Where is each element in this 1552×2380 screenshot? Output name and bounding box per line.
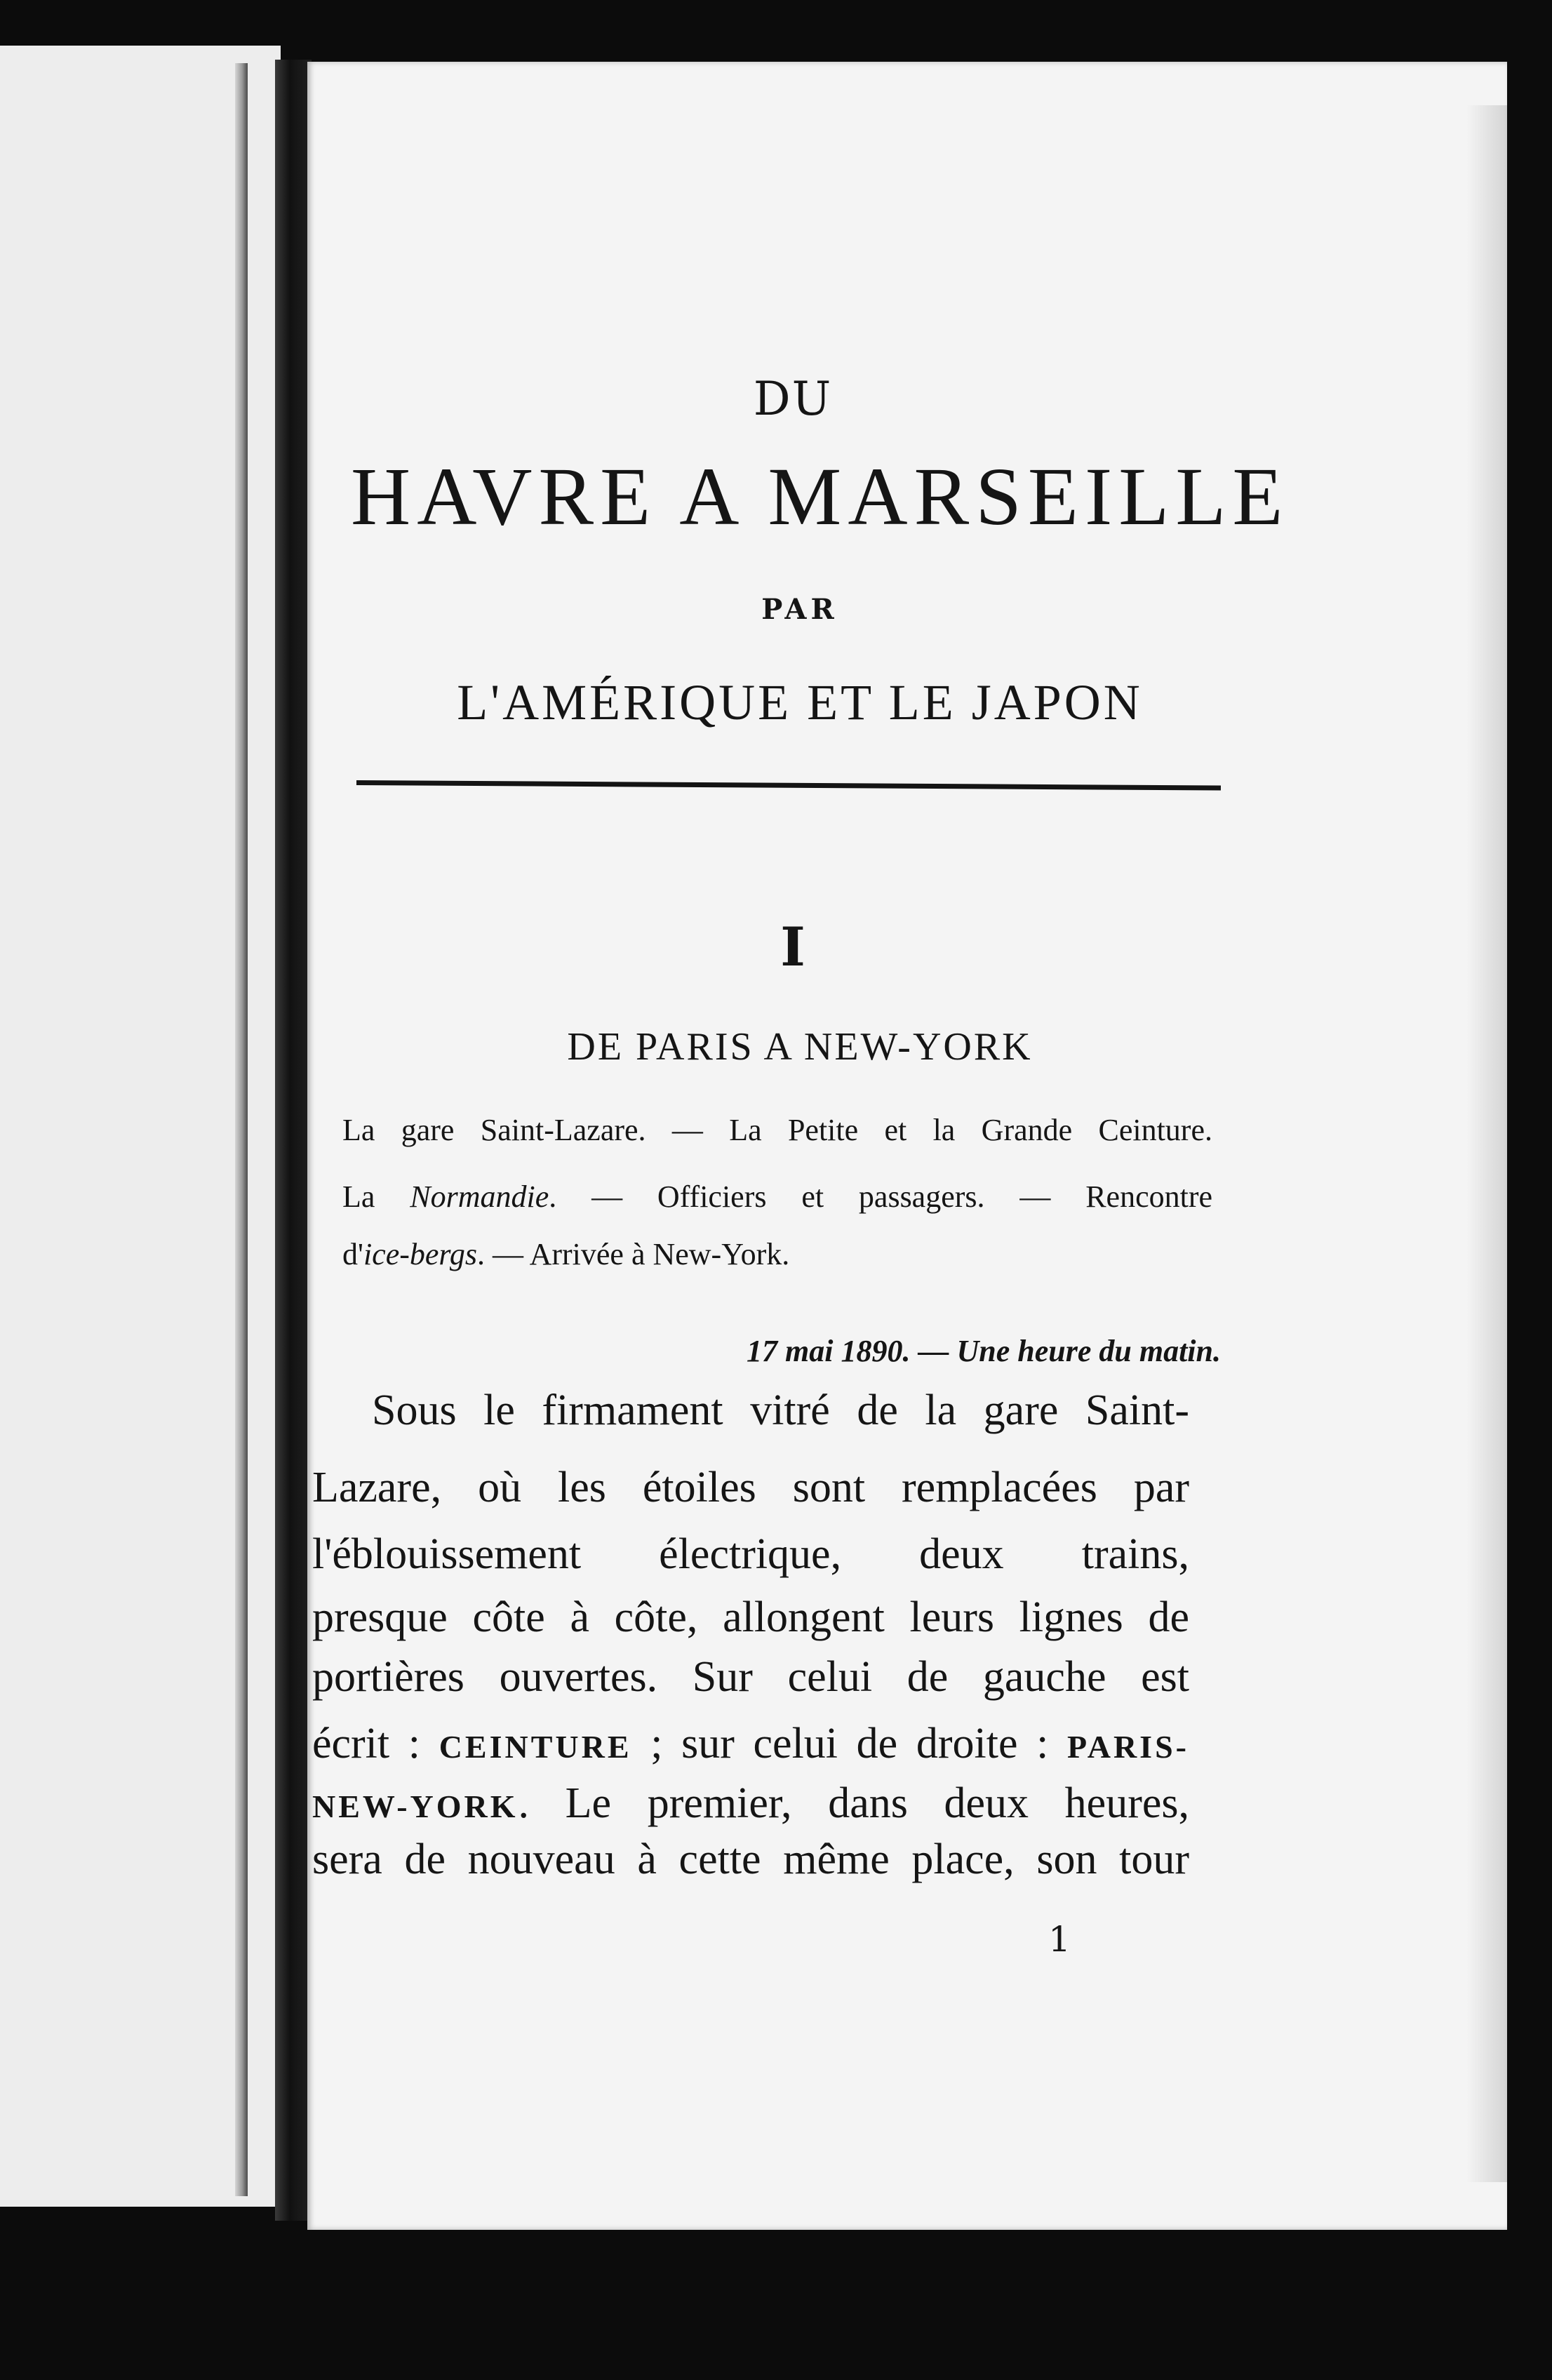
chapter-summary-line: La gare Saint-Lazare. — La Petite et la Grande Ceinture. — [342, 1113, 1212, 1147]
previous-page-edge — [235, 63, 248, 2196]
title-connector: PAR — [761, 593, 838, 626]
small-caps-text: CEINTURE — [439, 1729, 632, 1765]
page-shadow — [1466, 105, 1507, 2182]
body-line: presque côte à côte, allongent leurs lignes de — [312, 1593, 1189, 1641]
page-number: 1 — [1048, 1919, 1071, 1960]
body-line — [312, 1719, 1189, 1769]
body-line: portières ouvertes. Sur celui de gauche est — [312, 1653, 1189, 1701]
ship-name: Normandie — [410, 1179, 549, 1214]
body-line — [312, 1779, 1189, 1829]
book-title: HAVRE A MARSEILLE — [351, 450, 1290, 542]
summary-text: d' — [342, 1237, 363, 1271]
chapter-summary-line — [342, 1179, 1212, 1215]
body-text: écrit : — [312, 1720, 439, 1767]
small-caps-text: PARIS- — [1067, 1729, 1189, 1765]
summary-text: . — Arrivée à New-York. — [477, 1237, 790, 1271]
body-line: l'éblouissement électrique, deux trains, — [312, 1530, 1189, 1578]
body-text: ; sur celui de droite : — [631, 1720, 1068, 1767]
pre-title: DU — [753, 372, 833, 426]
summary-text: . — Officiers et passagers. — Rencontre — [549, 1179, 1213, 1214]
body-text: . Le premier, dans deux heures, — [518, 1779, 1189, 1827]
chapter-title: DE PARIS A NEW-YORK — [567, 1025, 1033, 1069]
body-line: Sous le firmament vitré de la gare Saint- — [372, 1386, 1189, 1434]
small-caps-text: NEW-YORK — [312, 1789, 519, 1824]
summary-text: La — [342, 1179, 410, 1214]
summary-italic: ice-bergs — [363, 1237, 478, 1271]
chapter-number: I — [780, 916, 805, 978]
chapter-summary-line — [342, 1236, 789, 1272]
book-gutter — [275, 60, 312, 2221]
book-subtitle: L'AMÉRIQUE ET LE JAPON — [457, 674, 1143, 730]
dateline: 17 mai 1890. — Une heure du matin. — [747, 1334, 1221, 1368]
body-line: sera de nouveau à cette même place, son tour — [312, 1836, 1189, 1883]
body-line: Lazare, où les étoiles sont remplacées par — [312, 1464, 1189, 1511]
